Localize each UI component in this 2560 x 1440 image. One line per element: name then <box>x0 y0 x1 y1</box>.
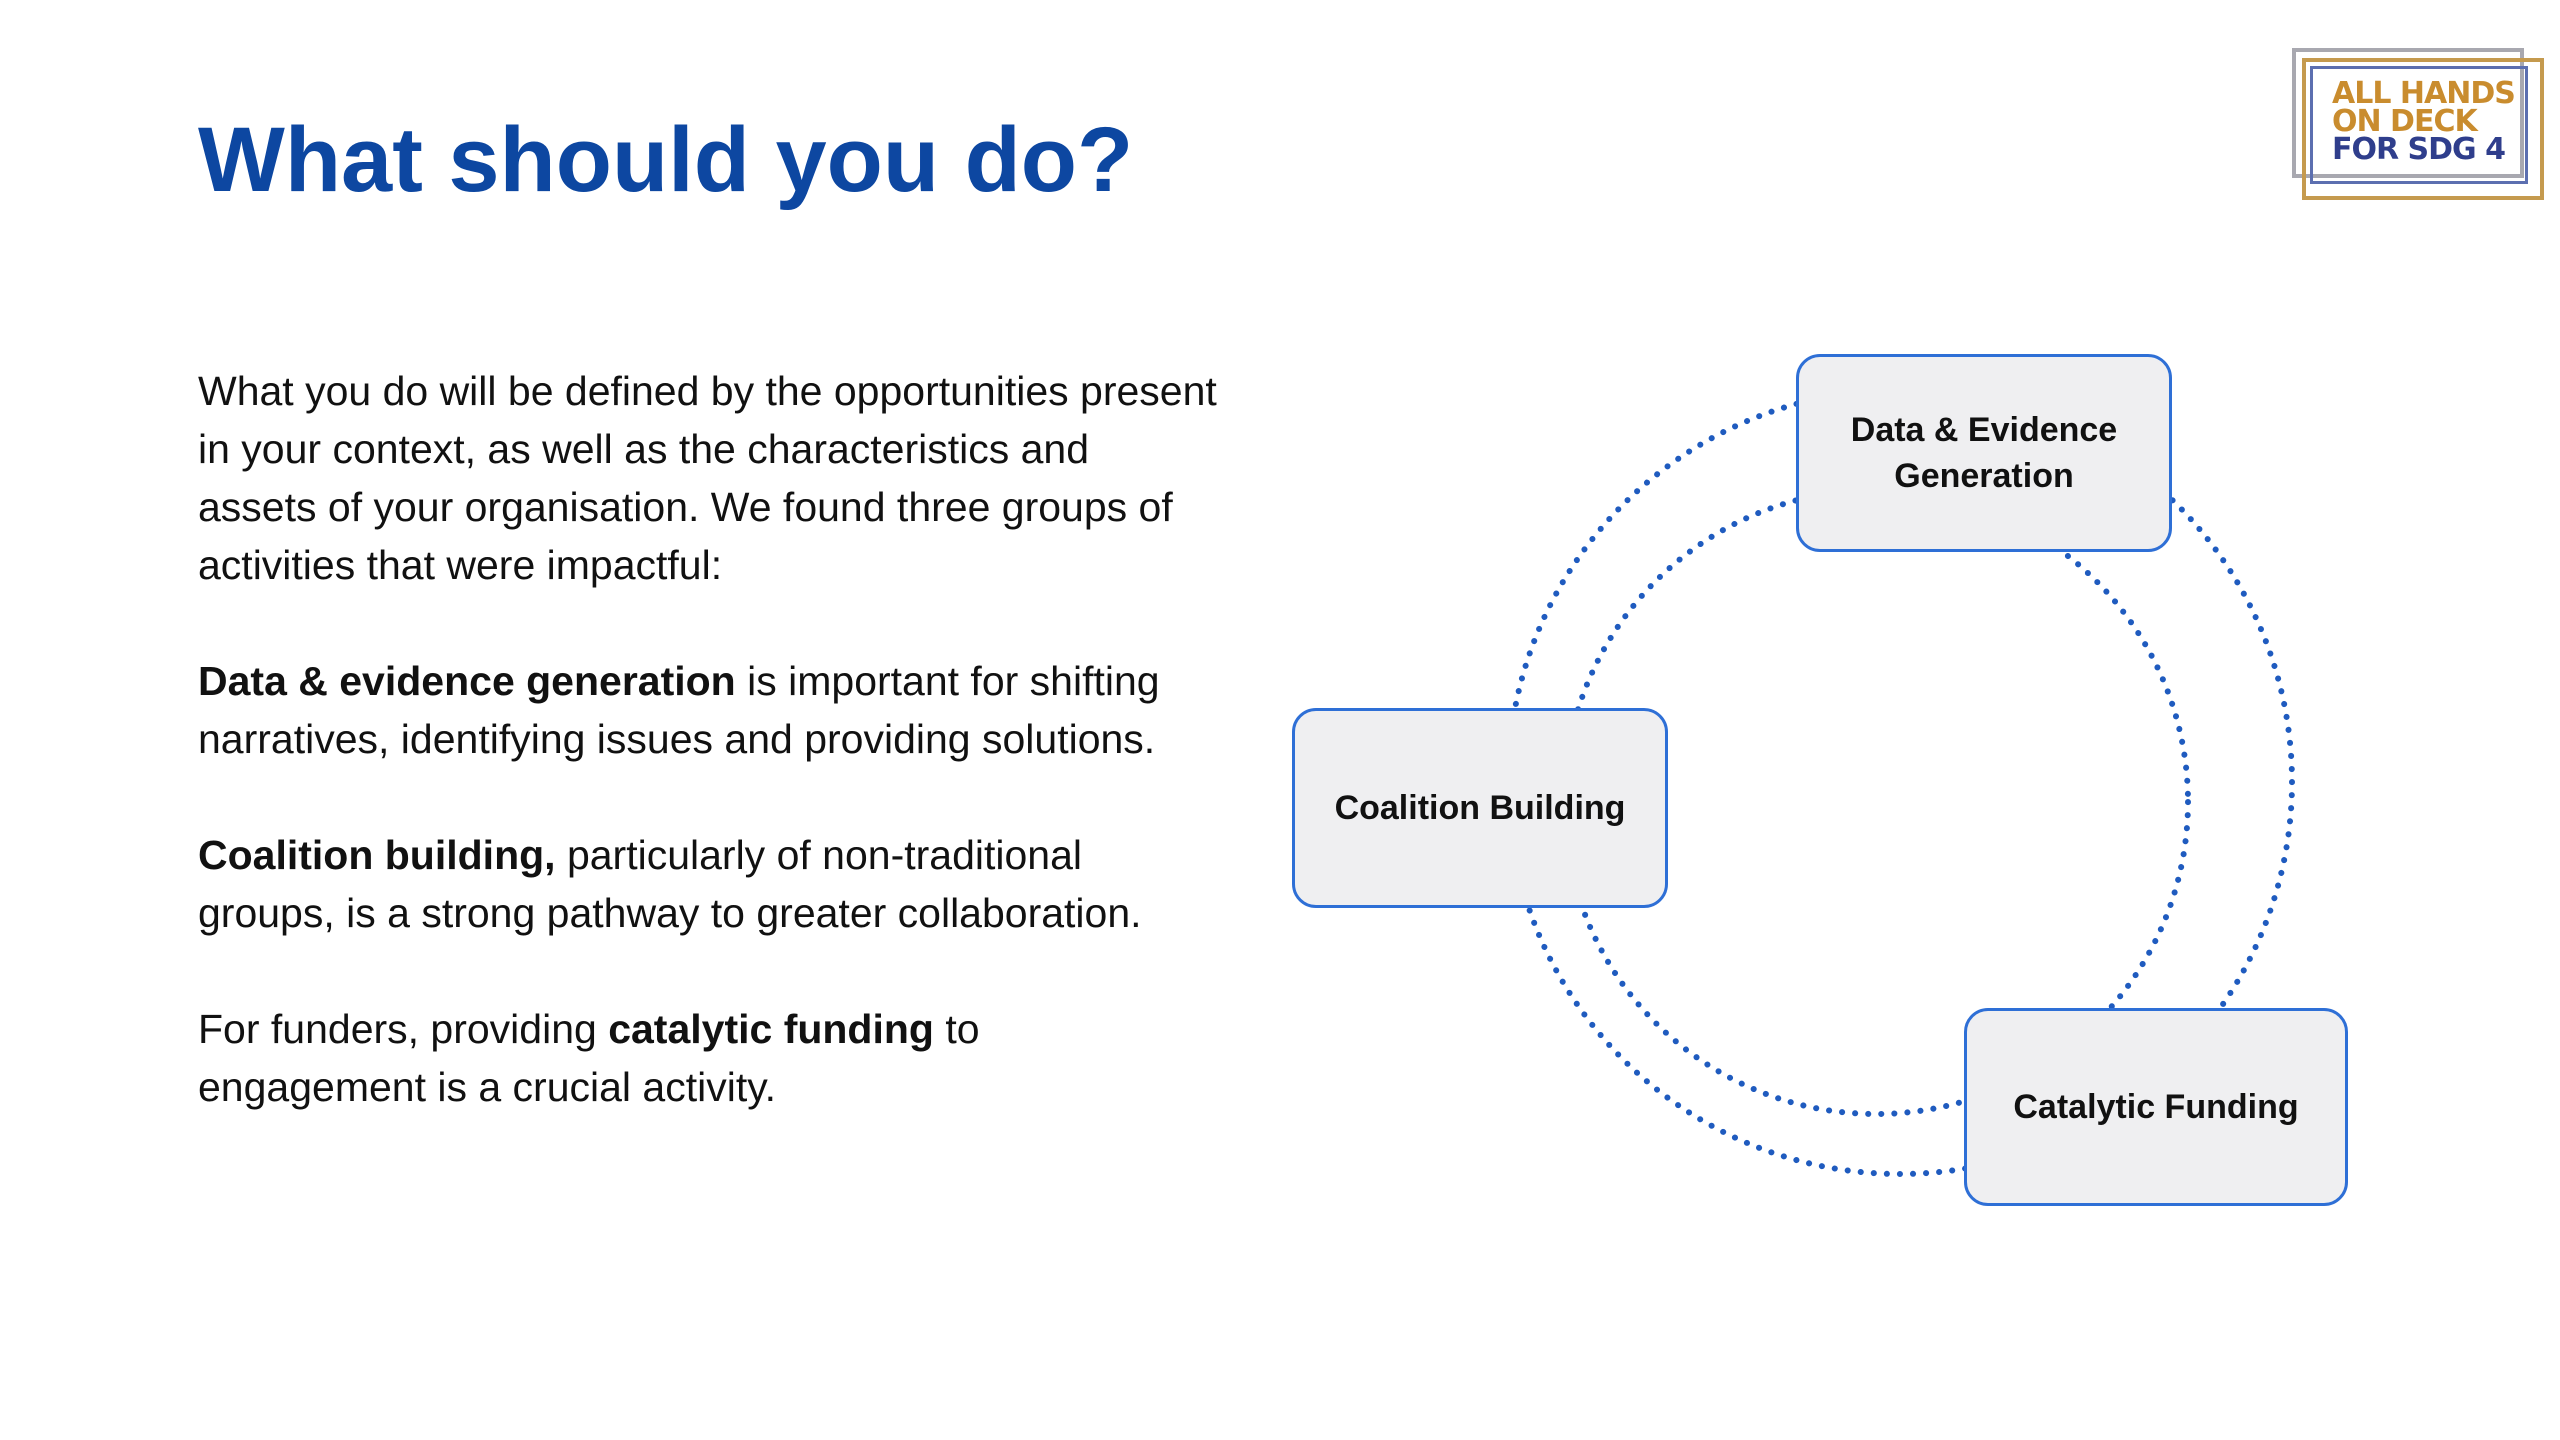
node-data-evidence: Data & Evidence Generation <box>1796 354 2172 552</box>
logo-line-2: ON DECK <box>2332 104 2477 139</box>
funding-text-pre: For funders, providing <box>198 1006 609 1052</box>
data-evidence-text: is important for shifting narratives, identifying issues and providing solutions. <box>198 658 1160 762</box>
funding-emphasis: catalytic funding <box>608 1006 934 1052</box>
all-hands-on-deck-logo <box>2292 48 2544 200</box>
data-evidence-emphasis: Data & evidence generation <box>198 658 736 704</box>
data-evidence-paragraph <box>198 652 1218 768</box>
intro-text: What you do will be defined by the opportunities present in your context, as well as the characteristics and assets of your organisation. We found three groups of activities that were impactful: <box>198 368 1217 588</box>
coalition-text: particularly of non-traditional groups, is a strong pathway to greater collaboration. <box>198 832 1142 936</box>
body-text <box>198 362 1218 1174</box>
funding-paragraph <box>198 1000 1218 1116</box>
node-coalition-building: Coalition Building <box>1292 708 1668 908</box>
coalition-paragraph <box>198 826 1218 942</box>
slide-title: What should you do? <box>198 109 1134 211</box>
intro-paragraph <box>198 362 1218 594</box>
coalition-emphasis: Coalition building, <box>198 832 556 878</box>
funding-text-rest: to engagement is a crucial activity. <box>198 1006 980 1110</box>
logo-line-1: ALL HANDS <box>2332 76 2515 111</box>
logo-line-3: FOR SDG 4 <box>2332 132 2505 167</box>
node-catalytic-funding: Catalytic Funding <box>1964 1008 2348 1206</box>
